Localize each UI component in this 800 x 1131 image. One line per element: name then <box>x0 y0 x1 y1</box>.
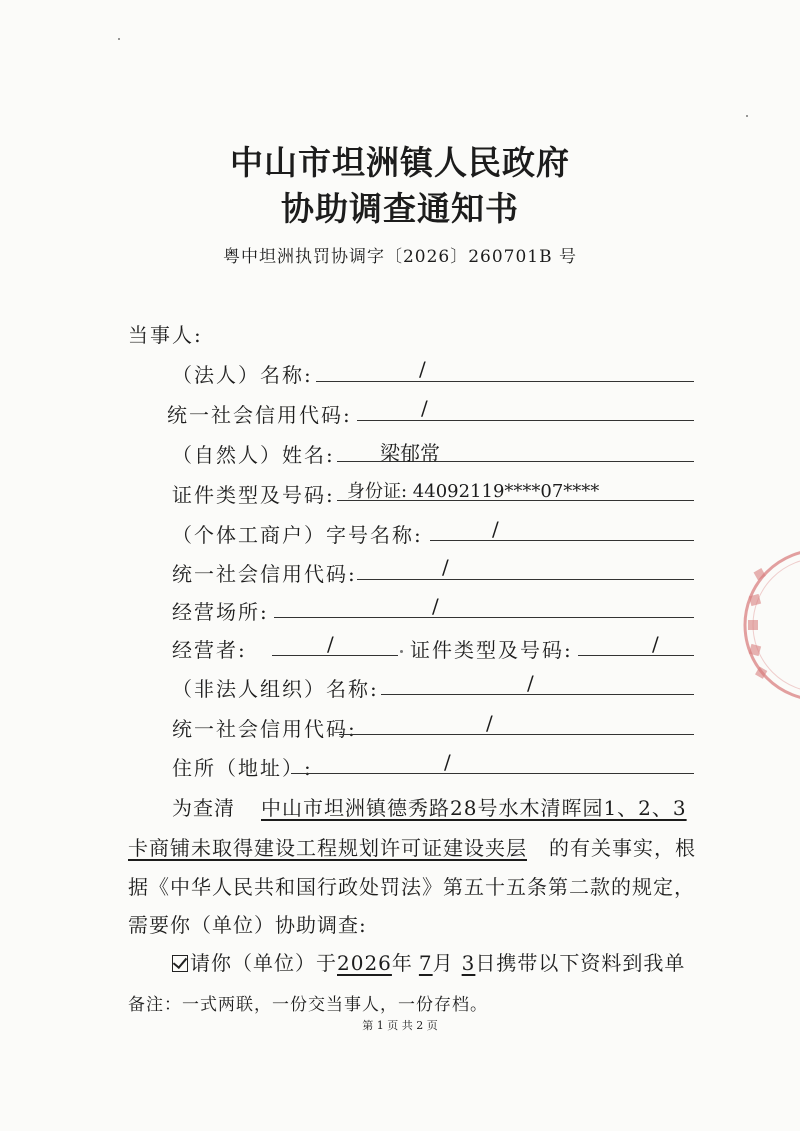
business-premises-value: / <box>432 594 439 618</box>
page-footer: 第 1 页 共 2 页 <box>362 1019 438 1032</box>
body-line-1 <box>172 792 687 821</box>
legal-person-credit-code-line <box>357 420 694 421</box>
document-number: 粤中坦洲执罚协调字〔2026〕260701B 号 <box>222 247 578 267</box>
body-line-3: 据《中华人民共和国行政处罚法》第五十五条第二款的规定， <box>128 875 695 899</box>
business-name-label: （个体工商户）字号名称: <box>172 523 423 547</box>
document-title-line1: 中山市坦洲镇人民政府 <box>230 143 570 182</box>
scan-speck <box>746 115 748 117</box>
remark-note: 备注：一式两联，一份交当事人，一份存档。 <box>128 995 488 1015</box>
request-text-end: 日携带以下资料到我单 <box>475 951 686 975</box>
operator-value: / <box>327 632 334 656</box>
month-unit: 月 <box>432 951 454 975</box>
address-line <box>291 773 694 774</box>
organization-name-value: / <box>527 671 534 695</box>
organization-credit-code-line <box>339 734 694 735</box>
natural-person-id-label: 证件类型及号码: <box>172 483 335 507</box>
business-credit-code-label: 统一社会信用代码: <box>172 562 357 586</box>
business-premises-label: 经营场所: <box>172 600 269 624</box>
operator-line <box>272 655 398 656</box>
body-line-5 <box>172 947 685 976</box>
operator-id-value: / <box>652 632 659 656</box>
date-day: 3 <box>461 951 476 975</box>
body-line-2 <box>128 832 696 861</box>
legal-person-credit-code-label: 统一社会信用代码: <box>167 403 352 427</box>
organization-credit-code-label: 统一社会信用代码: <box>172 717 357 741</box>
operator-id-label: 证件类型及号码: <box>410 638 573 662</box>
operator-label: 经营者: <box>172 638 247 662</box>
investigation-subject-part1: 中山市坦洲镇德秀路28号水木清晖园1、2、3 <box>261 796 687 820</box>
body-line-4: 需要你（单位）协助调查: <box>128 913 367 937</box>
address-label: 住所（地址）: <box>172 756 313 780</box>
natural-person-id-value: 身份证: 44092119****07**** <box>347 481 600 502</box>
address-value: / <box>444 750 451 774</box>
scan-speck <box>118 38 120 40</box>
document-title-line2: 协助调查通知书 <box>281 189 519 228</box>
legal-person-credit-code-value: / <box>421 396 428 420</box>
business-premises-line <box>274 617 694 618</box>
party-heading: 当事人: <box>128 323 203 347</box>
date-month: 7 <box>418 951 433 975</box>
date-year: 2026 <box>337 951 392 975</box>
official-seal-stamp <box>730 540 800 710</box>
investigation-subject-part2: 卡商铺未取得建设工程规划许可证建设夹层 <box>128 836 527 860</box>
legal-person-name-label: （法人）名称: <box>172 363 313 387</box>
body-prefix: 为查清 <box>172 796 235 820</box>
request-text: 请你（单位）于 <box>190 951 337 975</box>
body-line-2-suffix: 的有关事实，根 <box>549 836 696 860</box>
business-name-value: / <box>492 517 499 541</box>
checked-checkbox-icon <box>172 955 188 972</box>
legal-person-name-line <box>316 381 694 382</box>
organization-name-label: （非法人组织）名称: <box>172 677 379 701</box>
separator-dot <box>400 650 403 653</box>
organization-credit-code-value: / <box>486 711 493 735</box>
business-credit-code-line <box>357 579 694 580</box>
natural-person-name-label: （自然人）姓名: <box>172 443 335 467</box>
legal-person-name-value: / <box>419 357 426 381</box>
year-unit: 年 <box>391 951 413 975</box>
business-credit-code-value: / <box>442 555 449 579</box>
organization-name-line <box>381 694 694 695</box>
natural-person-name-value: 梁郁常 <box>380 441 440 465</box>
business-name-line <box>430 540 694 541</box>
operator-id-line <box>578 655 694 656</box>
